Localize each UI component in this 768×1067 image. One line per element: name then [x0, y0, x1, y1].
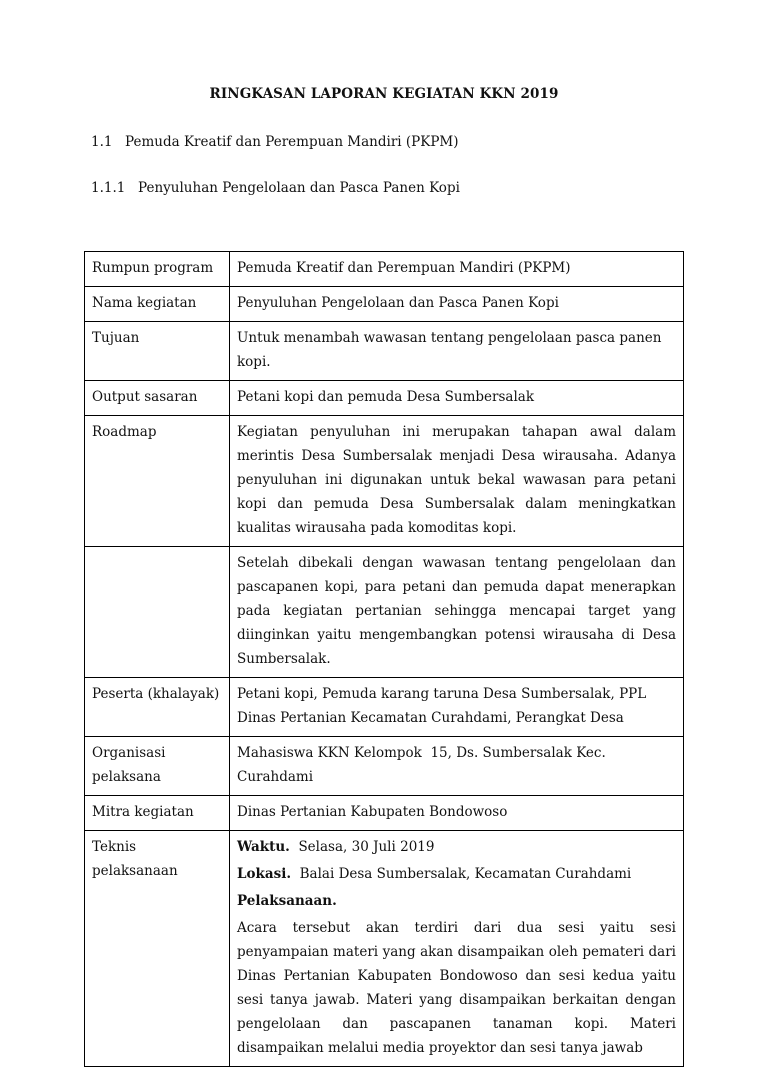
- row-label: Nama kegiatan: [85, 287, 230, 322]
- section-text: Pemuda Kreatif dan Perempuan Mandiri (PKPM): [125, 134, 459, 150]
- table-row: [85, 381, 684, 416]
- row-label: Rumpun program: [85, 252, 230, 287]
- table-row: [85, 287, 684, 322]
- lokasi-value: Balai Desa Sumbersalak, Kecamatan Curahdami: [299, 866, 632, 882]
- row-label: [85, 547, 230, 678]
- section-heading: [91, 134, 459, 150]
- row-label: Teknis pelaksanaan: [85, 831, 230, 1067]
- row-value: Mahasiswa KKN Kelompok 15, Ds. Sumbersalak Kec. Curahdami: [230, 737, 684, 796]
- table-row: [85, 831, 684, 1067]
- row-label: Output sasaran: [85, 381, 230, 416]
- row-value: Untuk menambah wawasan tentang pengelolaan pasca panen kopi.: [230, 322, 684, 381]
- row-label: Peserta (khalayak): [85, 678, 230, 737]
- row-label: Tujuan: [85, 322, 230, 381]
- table-row: [85, 547, 684, 678]
- table-row: [85, 678, 684, 737]
- teknis-cell: [230, 831, 684, 1067]
- subsection-text: Penyuluhan Pengelolaan dan Pasca Panen Kopi: [138, 180, 460, 196]
- row-label: Organisasi pelaksana: [85, 737, 230, 796]
- lokasi-label: Lokasi.: [237, 866, 292, 882]
- report-table: [84, 251, 684, 1067]
- row-value: Penyuluhan Pengelolaan dan Pasca Panen Kopi: [230, 287, 684, 322]
- row-label: Roadmap: [85, 416, 230, 547]
- table-row: [85, 252, 684, 287]
- row-value: Dinas Pertanian Kabupaten Bondowoso: [230, 796, 684, 831]
- lokasi-line: [237, 862, 676, 886]
- document-title: RINGKASAN LAPORAN KEGIATAN KKN 2019: [209, 86, 559, 102]
- table-row: [85, 737, 684, 796]
- table-row: [85, 322, 684, 381]
- row-value: Petani kopi, Pemuda karang taruna Desa Sumbersalak, PPL Dinas Pertanian Kecamatan Curahdami, Perangkat Desa: [230, 678, 684, 737]
- row-value: Kegiatan penyuluhan ini merupakan tahapan awal dalam merintis Desa Sumbersalak menjadi Desa wirausaha. Adanya penyuluhan ini digunakan untuk bekal wawasan para petani kopi dan pemuda Desa Sumbersalak dalam meningkatkan kualitas wirausaha pada komoditas kopi.: [230, 416, 684, 547]
- table-row: [85, 416, 684, 547]
- pelaksanaan-label: Pelaksanaan.: [237, 893, 337, 909]
- row-value: Pemuda Kreatif dan Perempuan Mandiri (PKPM): [230, 252, 684, 287]
- waktu-line: [237, 835, 676, 859]
- waktu-label: Waktu.: [237, 839, 290, 855]
- pelaksanaan-heading: [237, 889, 676, 913]
- row-value: Petani kopi dan pemuda Desa Sumbersalak: [230, 381, 684, 416]
- row-label: Mitra kegiatan: [85, 796, 230, 831]
- table-row: [85, 796, 684, 831]
- row-value: Setelah dibekali dengan wawasan tentang pengelolaan dan pascapanen kopi, para petani dan pemuda dapat menerapkan pada kegiatan pertanian sehingga mencapai target yang diinginkan yaitu mengembangkan potensi wirausaha di Desa Sumbersalak.: [230, 547, 684, 678]
- waktu-value: Selasa, 30 Juli 2019: [298, 839, 435, 855]
- subsection-heading: [91, 180, 460, 196]
- subsection-number: 1.1.1: [91, 180, 126, 196]
- pelaksanaan-text: Acara tersebut akan terdiri dari dua sesi yaitu sesi penyampaian materi yang akan disampaikan oleh pemateri dari Dinas Pertanian Kabupaten Bondowoso dan sesi kedua yaitu sesi tanya jawab. Materi yang disampaikan berkaitan dengan pengelolaan dan pascapanen tanaman kopi. Materi disampaikan melalui media proyektor dan sesi tanya jawab: [237, 920, 676, 1056]
- section-number: 1.1: [91, 134, 113, 150]
